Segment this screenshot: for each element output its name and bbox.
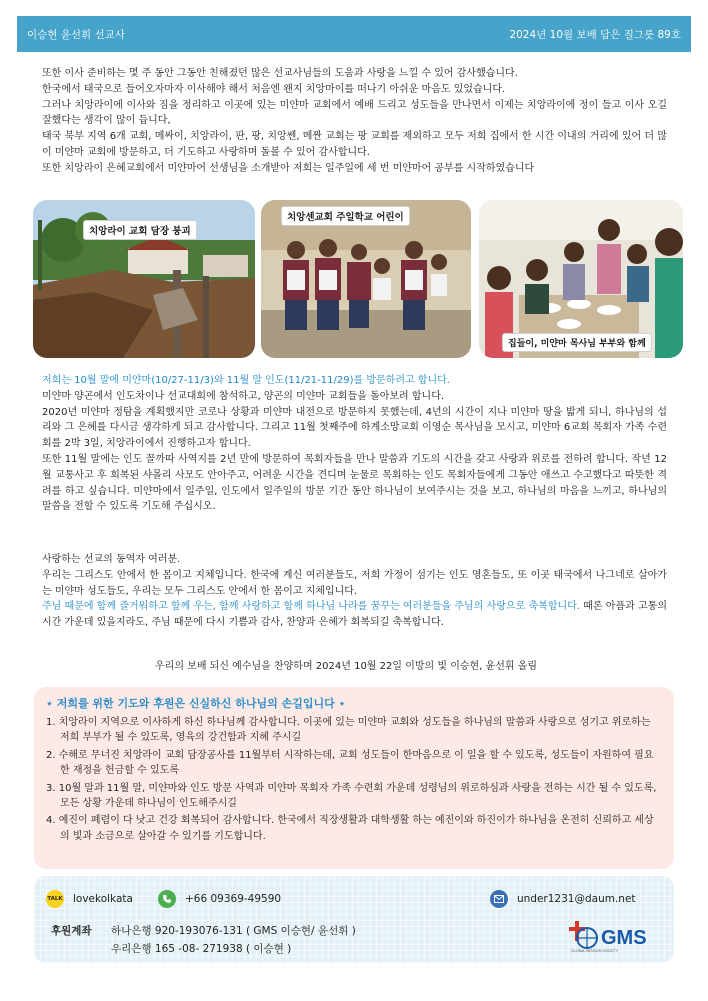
- photo-caption: 집들이, 미얀마 목사님 부부와 함께: [502, 333, 652, 352]
- photo-strip: [33, 200, 683, 358]
- photo-sunday-school: [261, 200, 471, 358]
- issue-title: 2024년 10월 보배 담은 질그릇 89호: [509, 28, 681, 41]
- phone-number: +66 09369-49590: [185, 893, 282, 905]
- intro-section: [42, 66, 667, 177]
- prayer-item: 3. 10월 말과 11월 말, 미얀마와 인도 방문 사역과 미얀마 목회자 가족 수련회 가운데 성령님의 위로하심과 사랑을 전하는 시간 될 수 있도록, 모든 상황 가운데 하나님이 인도해주시길: [46, 782, 657, 810]
- intro-line: 또한 이사 준비하는 몇 주 동안 그동안 친해졌던 많은 선교사님들의 도움과 사랑을 느낄 수 있어 감사했습니다.: [42, 68, 518, 79]
- signature: 우리의 보배 되신 예수님을 찬양하며 2024년 10월 22일 이방의 빛 이승현, 윤선휘 올림: [155, 661, 538, 672]
- closing-greeting: 사랑하는 선교의 동역자 여러분.: [42, 554, 181, 565]
- closing-body: 우리는 그리스도 안에서 한 몸이고 지체입니다. 한국에 계신 여러분들도, 저희 가정이 섬기는 인도 영혼들도, 또 이곳 태국에서 나그네로 살아가는 미얀마 성도들도, 우리는 모두 그리스도 안에서 한 몸이고 지체입니다.: [42, 569, 667, 597]
- phone-contact[interactable]: [158, 890, 281, 908]
- gms-logo-subtitle: GLOBAL MISSION SOCIETY: [571, 949, 619, 953]
- intro-line: 태국 북부 지역 6개 교회, 메싸이, 치앙라이, 판, 팡, 치앙쎈, 메짠 교회는 팡 교회를 제외하고 모두 저희 집에서 한 시간 이내의 거리에 있어 더 많이 미얀마 교회에 방문하고, 더 기도하고 사랑하며 돌볼 수 있어 감사합니다.: [42, 131, 667, 158]
- email-contact[interactable]: [490, 890, 636, 908]
- intro-line: 그러나 치앙라이에 이사와 짐을 정리하고 이곳에 있는 미얀마 교회에서 예배 드리고 성도들을 만나면서 이제는 치앙라이에 정이 들고 이사 오길 잘했다는 생각이 많이 듭니다,: [42, 99, 667, 127]
- missionary-names: 이승현 윤선휘 선교사: [27, 28, 125, 41]
- blessing-rest: 때론 아픔과 고통의 시간 가운데 있을지라도, 주님 때문에 다시 기쁨과 감사, 찬양과 은혜가 회복되길 축복합니다.: [42, 601, 667, 629]
- prayer-box: [34, 687, 674, 869]
- visit-line: 2020년 미얀마 정탐을 계획했지만 코로나 상황과 미얀마 내전으로 방문하지 못했는데, 4년의 시간이 지나 미얀마 땅을 밟게 되니, 하나님의 섭리와 그 은혜를 다시금 생각하게 되고 감사합니다. 그리고 11월 첫째주에 하계소망교회 이영순 목사님을 모시고, 미얀마 6교회 목회자 가족 수련회를 2박 3일, 치앙라이에서 진행하고자 합니다.: [42, 406, 667, 450]
- closing-blessing: [42, 599, 667, 631]
- phone-icon: [158, 890, 176, 908]
- prayer-title: ⋆ 저희를 위한 기도와 후원은 신실하신 하나님의 손길입니다 ⋆: [46, 697, 346, 710]
- kakaotalk-contact[interactable]: [46, 890, 133, 908]
- visit-line: 미얀마 양곤에서 인도차이나 선교대회에 참석하고, 양곤의 미얀마 교회들을 돌아보려 합니다.: [42, 390, 445, 402]
- intro-line: 또한 치앙라이 은혜교회에서 미얀마어 선생님을 소개받아 저희는 일주일에 세 번 미얀마어 공부를 시작하였습니다: [42, 162, 535, 174]
- prayer-item: 2. 수해로 무너진 치앙라이 교회 담장공사를 11월부터 시작하는데, 교회 성도들이 한마음으로 이 일을 할 수 있도록, 성도들이 자원하여 필요한 재정을 헌금할 수 있도록: [46, 749, 654, 777]
- email-address: under1231@daum.net: [517, 893, 636, 905]
- gms-logo: [569, 918, 669, 954]
- kakaotalk-icon: TALK: [46, 890, 64, 908]
- prayer-item: 4. 예진이 폐렴이 다 낫고 건강 회복되어 감사합니다. 한국에서 직장생활과 대학생활 하는 예진이와 하진이가 하나님을 온전히 신뢰하고 세상의 빛과 소금으로 살아갈 수 있기를 기도합니다.: [46, 815, 654, 842]
- bank-account-hana: 하나은행 920-193076-131 ( GMS 이승현/ 윤선휘 ): [111, 925, 356, 937]
- contact-footer: [34, 876, 674, 963]
- visit-line: 또한 11월 말에는 인도 꼴까따 사역지를 2년 만에 방문하여 목회자들을 만나 말씀과 기도의 시간을 갖고 사랑과 위로를 전하려 합니다. 작년 12월 교통사고 후 회복된 샤몰리 사모도 안아주고, 어려운 시간을 견디며 눈물로 목회하는 인도 목회자들에게 그동안 애쓰고 수고했다고 따뜻한 격려를 하고 싶습니다. 미얀마에서 일주일, 인도에서 일주일의 방문 기간 동안 하나님이 보여주시는 것을 보고, 하나님의 마음을 느끼고, 하나님의 말씀을 전할 수 있도록 기도해 주십시오.: [42, 453, 667, 513]
- gms-globe-icon: [569, 918, 669, 954]
- prayer-item: 1. 치앙라이 지역으로 이사하게 하신 하나님께 감사합니다. 이곳에 있는 미얀마 교회와 성도들을 하나님의 말씀과 사랑으로 섬기고 위로하는 저희 부부가 될 수 있도록, 영육의 강건함과 지혜 주시길: [46, 717, 651, 744]
- bank-account-woori: 우리은행 165 -08- 271938 ( 이승현 ): [111, 943, 292, 955]
- photo-wall-collapse: [33, 200, 255, 358]
- visit-headline: 저희는 10월 말에 미얀마(10/27-11/3)와 11월 말 인도(11/21-11/29)를 방문하려고 합니다.: [42, 375, 450, 386]
- gms-logo-text: GMS: [601, 927, 647, 949]
- kakaotalk-id: lovekolkata: [73, 893, 133, 905]
- blessing-highlight: 주님 때문에 함께 즐거워하고 함께 우는, 함께 사랑하고 함께 하나님 나라를 꿈꾸는 여러분들을 주님의 사랑으로 축복합니다.: [42, 601, 580, 613]
- prayer-list: [46, 715, 662, 844]
- closing-section: [42, 552, 667, 631]
- visit-section: [42, 373, 667, 515]
- newsletter-header: [17, 16, 691, 52]
- intro-line: 한국에서 태국으로 들어오자마자 이사해야 해서 처음엔 왠지 치앙마이를 떠나기 아쉬운 마음도 있었습니다.: [42, 83, 506, 95]
- account-label: 후원계좌: [51, 925, 92, 937]
- photo-caption: 치앙라이 교회 담장 붕괴: [83, 220, 197, 240]
- photo-housewarming: [479, 200, 683, 358]
- photo-caption: 치앙센교회 주일학교 어린이: [281, 206, 410, 226]
- email-icon: [490, 890, 508, 908]
